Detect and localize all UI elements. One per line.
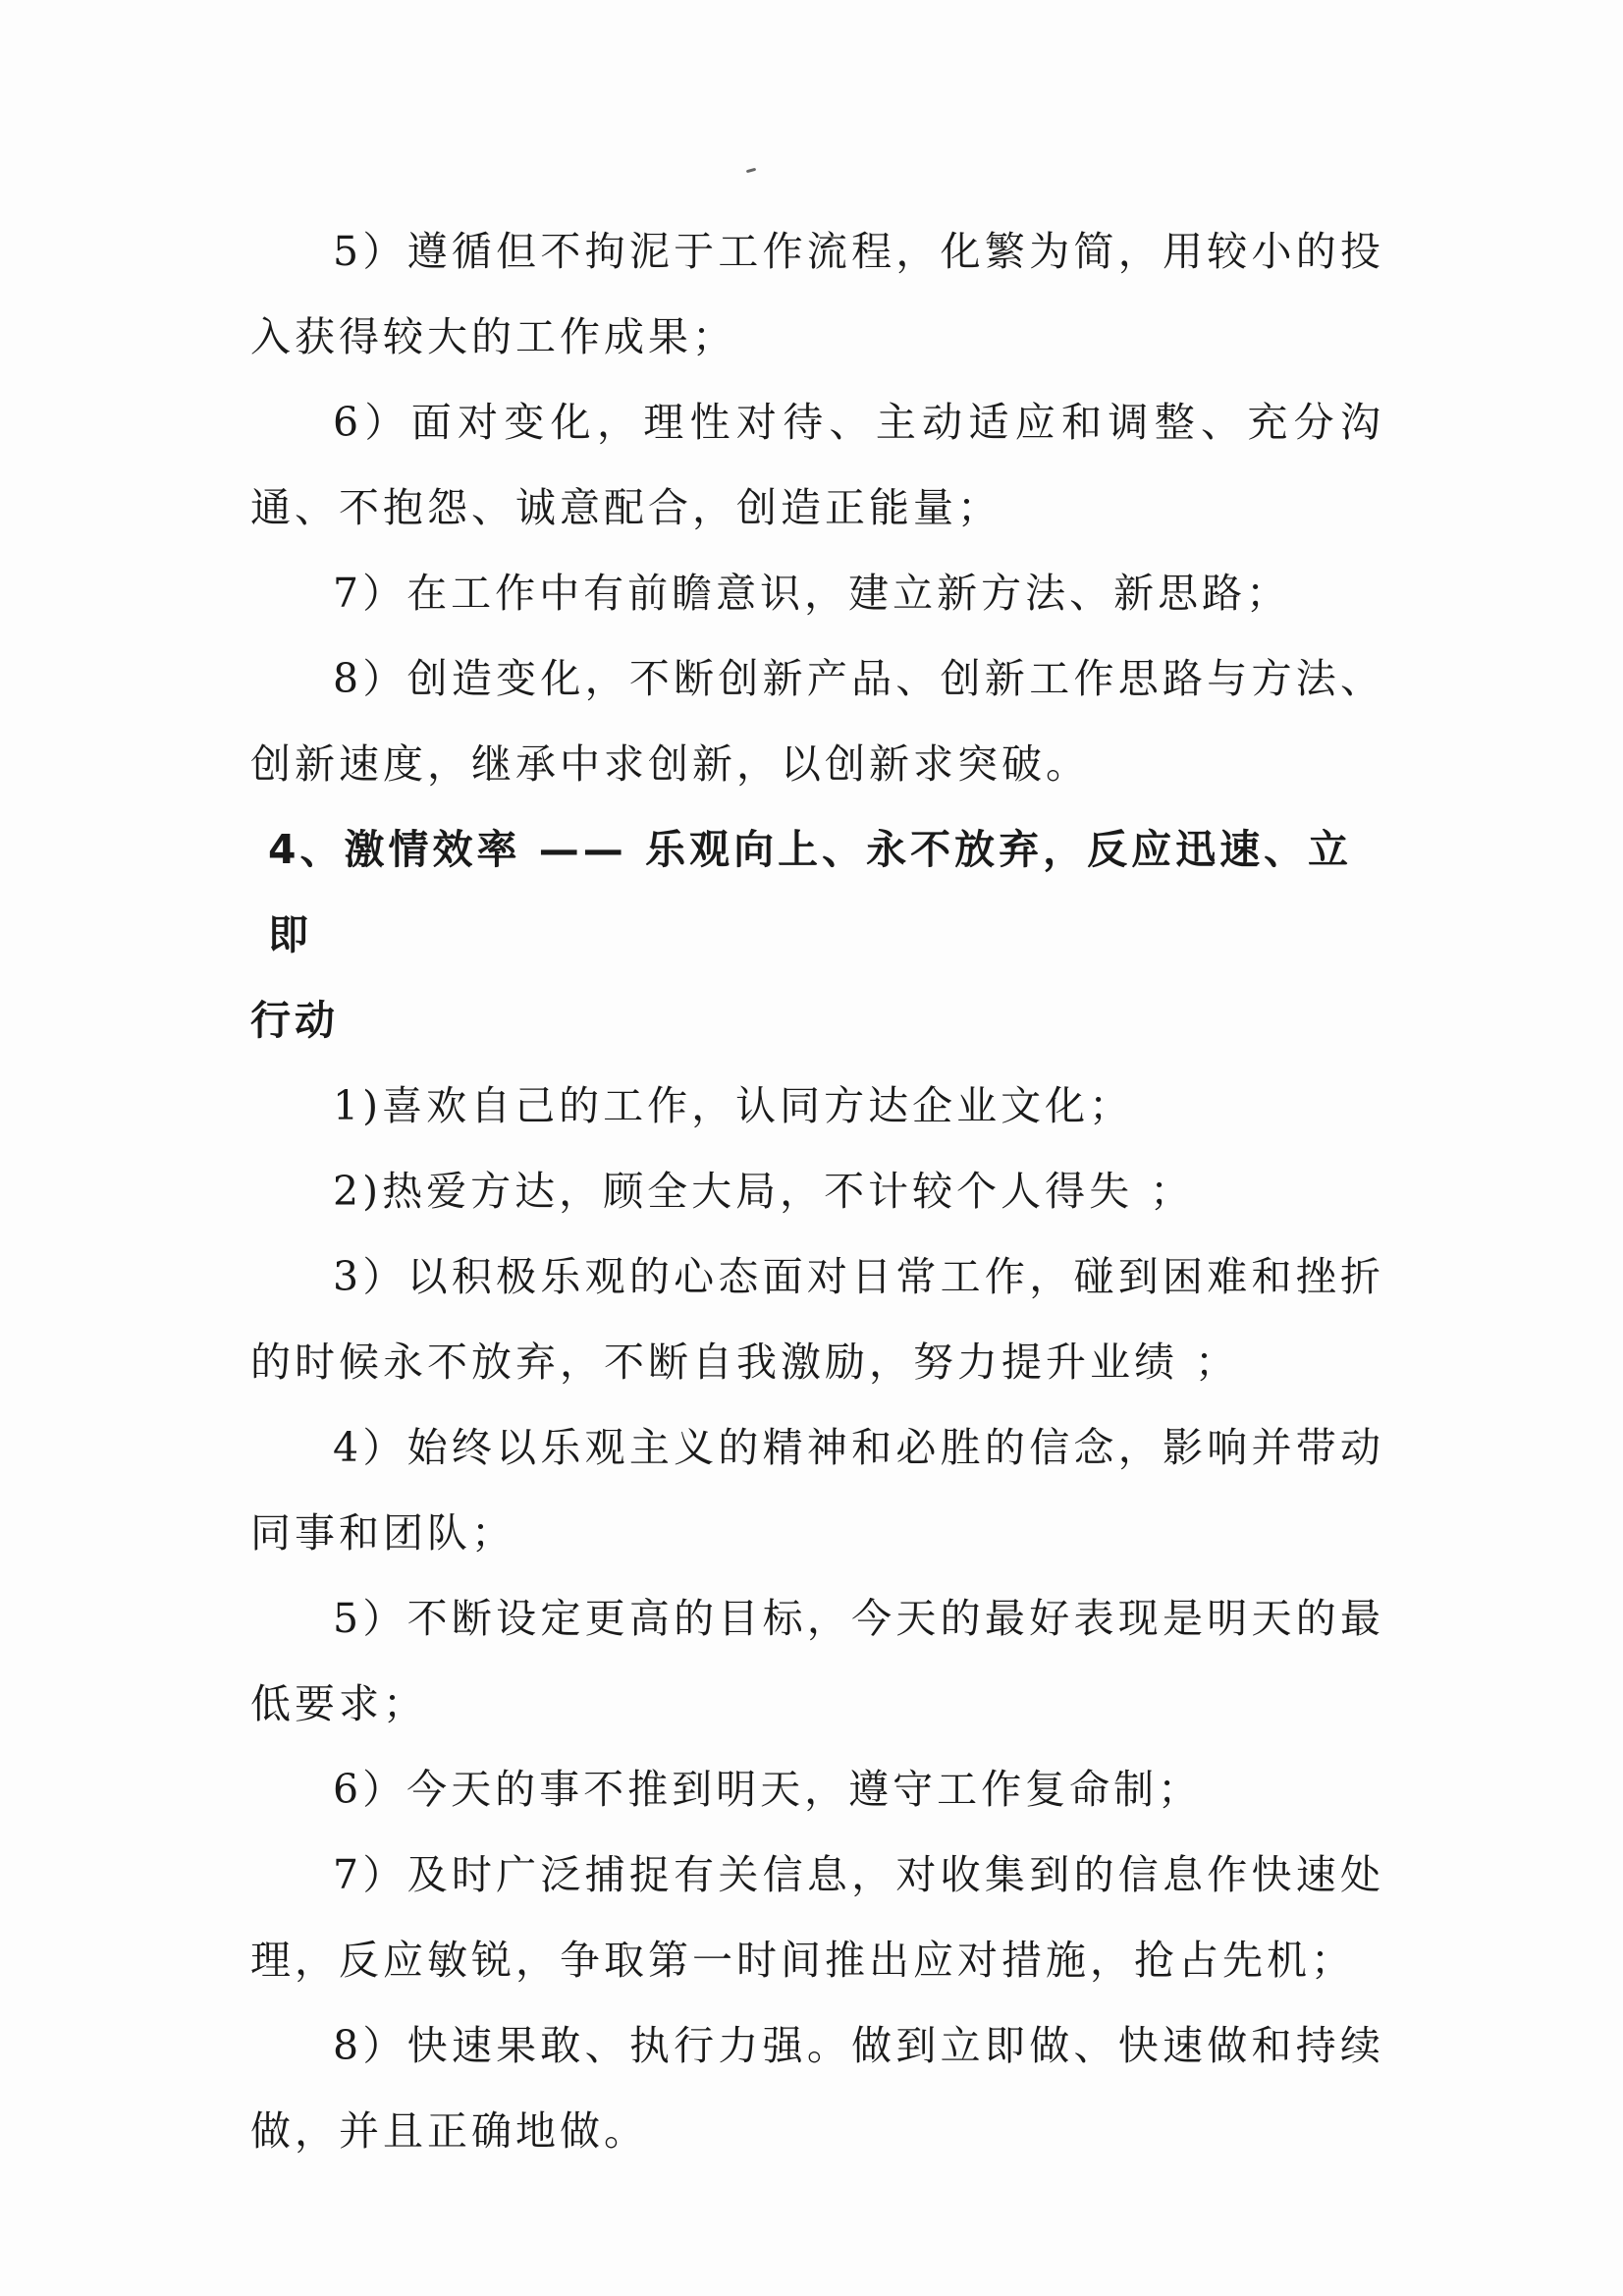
list-item: 5）不断设定更高的目标，今天的最好表现是明天的最低要求； [250, 1595, 1384, 1727]
list-item: 8）创造变化，不断创新产品、创新工作思路与方法、创新速度，继承中求创新，以创新求突破。 [250, 655, 1384, 788]
section-heading-line2: 行动 [250, 997, 339, 1044]
list-item: 1)喜欢自己的工作，认同方达企业文化； [333, 1082, 1134, 1129]
section-heading [250, 807, 1384, 1064]
list-item: 3）以积极乐观的心态面对日常工作，碰到困难和挫折的时候永不放弃，不断自我激励，努力提升业绩 ； [250, 1253, 1384, 1386]
section-heading-line1: 4、激情效率 —— 乐观向上、永不放弃，反应迅速、立即 [268, 826, 1353, 958]
list-item: 2)热爱方达，顾全大局，不计较个人得失 ； [333, 1168, 1195, 1215]
list-item: 5）遵循但不拘泥于工作流程，化繁为简，用较小的投入获得较大的工作成果； [250, 228, 1384, 360]
list-item: 6）今天的事不推到明天，遵守工作复命制； [333, 1766, 1203, 1813]
list-item: 7）在工作中有前瞻意识，建立新方法、新思路； [333, 570, 1291, 617]
list-item: 6）面对变化，理性对待、主动适应和调整、充分沟通、不抱怨、诚意配合，创造正能量； [250, 399, 1384, 531]
list-item: 7）及时广泛捕捉有关信息，对收集到的信息作快速处理，反应敏锐，争取第一时间推出应对措施，抢占先机； [250, 1851, 1384, 1984]
document-body [250, 209, 1384, 2174]
scan-speck [746, 168, 756, 173]
list-item: 4）始终以乐观主义的精神和必胜的信念，影响并带动同事和团队； [250, 1424, 1384, 1557]
list-item: 8）快速果敢、执行力强。做到立即做、快速做和持续做，并且正确地做。 [250, 2022, 1384, 2155]
